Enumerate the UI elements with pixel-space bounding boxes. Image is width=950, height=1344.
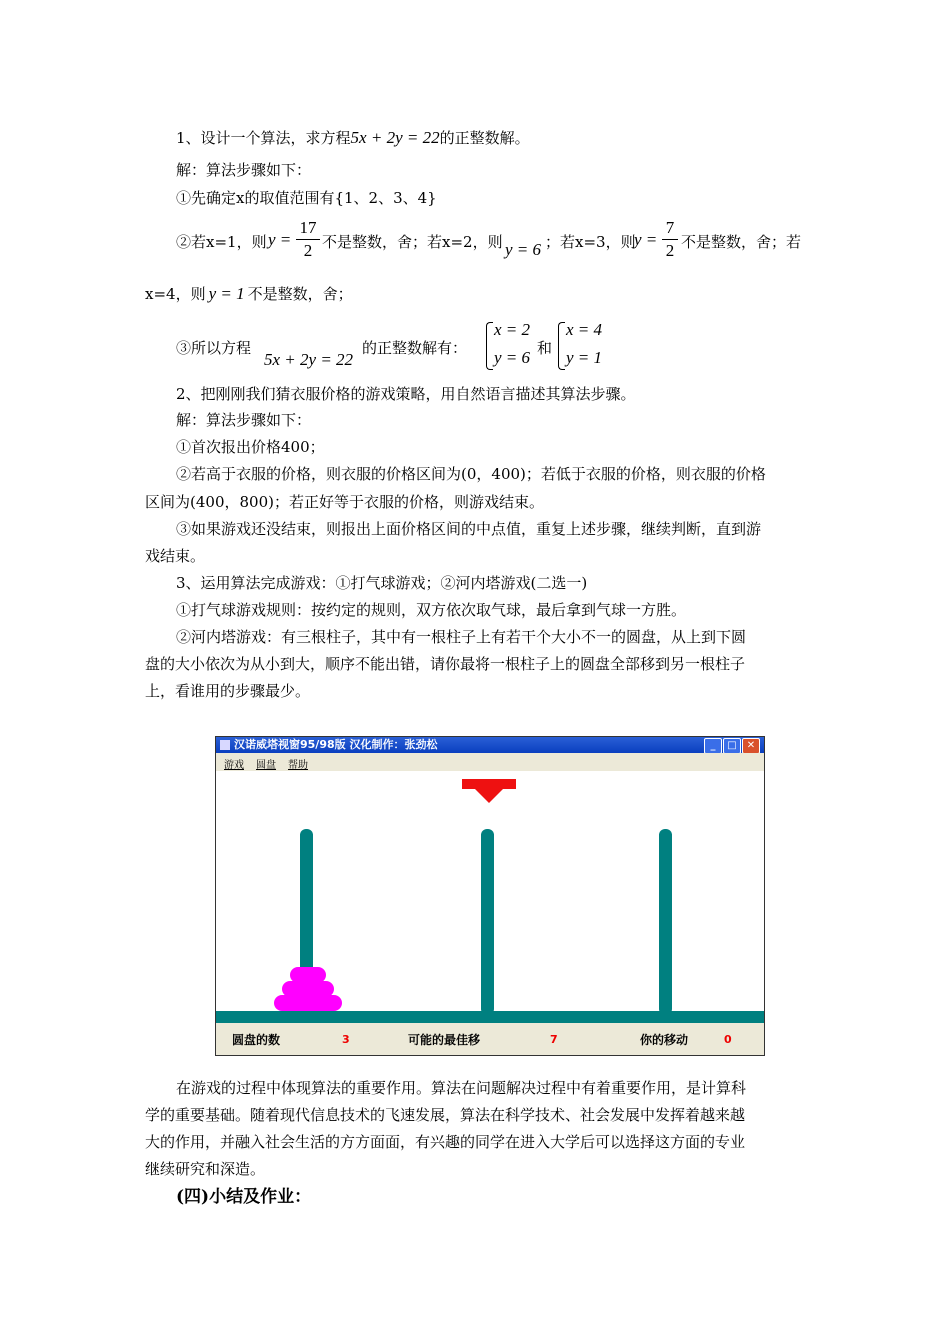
solution2-brace	[558, 322, 565, 370]
q2-step2-l1: ②若高于衣服的价格，则衣服的价格区间为(0，400)；若低于衣服的价格，则衣服的价格	[176, 465, 766, 483]
q1-solution-label: 解：算法步骤如下：	[176, 161, 312, 179]
q1-step3b: 的正整数解有：	[362, 339, 468, 357]
q1-sol2-y: y = 1	[566, 348, 603, 367]
menu-game[interactable]: 游戏	[224, 760, 244, 771]
q1-step2-cont	[145, 284, 353, 304]
q1-y6: y = 6	[505, 240, 542, 259]
q1-frac1	[296, 218, 320, 261]
q1-y1: y = 1	[208, 284, 245, 303]
minimize-icon[interactable]: _	[704, 738, 722, 754]
q1-step2c: ；若x=3，则	[545, 233, 636, 251]
hanoi-window	[215, 736, 765, 1056]
section-heading: (四)小结及作业：	[176, 1187, 312, 1207]
q1-y-eq: y =	[268, 230, 292, 249]
q1-intro-line	[176, 128, 530, 148]
q3-rule2-l2: 盘的大小依次为从小到大，顺序不能出错，请你最将一根柱子上的圆盘全部移到另一根柱子	[145, 655, 746, 673]
q1-sol1-x: x = 2	[494, 320, 531, 339]
q1-step2f: 不是整数，舍；	[247, 285, 353, 303]
q1-frac1-den: 2	[303, 241, 313, 260]
maximize-icon[interactable]: □	[723, 738, 741, 754]
solution1-brace	[486, 322, 493, 370]
closing-p-l4: 继续研究和深造。	[145, 1160, 266, 1178]
q1-step3a: ③所以方程	[176, 339, 252, 357]
closing-p-l2: 学的重要基础。随着现代信息技术的飞速发展，算法在科学技术、社会发展中发挥着越来越	[145, 1106, 746, 1124]
peg-2[interactable]	[481, 829, 494, 1015]
q2-step3-l2: 戏结束。	[145, 547, 206, 565]
disk-count-label: 圆盘的数	[232, 1033, 281, 1047]
peg-3[interactable]	[659, 829, 672, 1015]
q3-rule2-l3: 上，看谁用的步骤最少。	[145, 682, 311, 700]
q1-step2a: ②若x=1，则	[176, 233, 267, 251]
q2-step2-l2: 区间为(400，800)；若正好等于衣服的价格，则游戏结束。	[145, 493, 544, 511]
board-base	[216, 1011, 764, 1023]
status-bar	[216, 1023, 764, 1055]
q1-intro-end: 的正整数解。	[439, 129, 530, 147]
q1-intro: 1、设计一个算法，求方程	[176, 129, 351, 147]
best-moves-value: 7	[550, 1033, 558, 1046]
menu-disks[interactable]: 圆盘	[256, 760, 276, 771]
menu-bar	[216, 753, 764, 771]
your-moves-label: 你的移动	[640, 1033, 689, 1047]
q1-equation: 5x + 2y = 22	[350, 128, 440, 147]
q1-step3-eq: 5x + 2y = 22	[264, 350, 354, 369]
close-icon[interactable]: ✕	[742, 738, 760, 754]
q1-step2b: 不是整数，舍；若x=2，则	[322, 233, 503, 251]
q2-title: 2、把刚刚我们猜衣服价格的游戏策略，用自然语言描述其算法步骤。	[176, 385, 636, 403]
q1-and: 和	[537, 339, 553, 357]
q1-sol1-y: y = 6	[494, 348, 531, 367]
q1-y-eq2: y =	[634, 230, 658, 249]
q1-step2d: 不是整数，舍；若	[681, 233, 802, 251]
q1-frac2	[662, 218, 678, 261]
q1-step2e: x=4，则	[145, 285, 206, 303]
q2-solution-label: 解：算法步骤如下：	[176, 411, 312, 429]
disk-count-value: 3	[342, 1033, 350, 1046]
q3-title: 3、运用算法完成游戏：①打气球游戏；②河内塔游戏(二选一)	[176, 574, 588, 592]
disk-medium[interactable]	[282, 981, 334, 997]
closing-p-l3: 大的作用，并融入社会生活的方方面面，有兴趣的同学在进入大学后可以选择这方面的专业	[145, 1133, 746, 1151]
menu-help[interactable]: 帮助	[288, 760, 308, 771]
selection-arrow-icon	[462, 779, 516, 803]
disk-small[interactable]	[290, 967, 326, 983]
q1-frac2-num: 7	[665, 218, 675, 237]
q2-step3-l1: ③如果游戏还没结束，则报出上面价格区间的中点值，重复上述步骤，继续判断，直到游	[176, 520, 762, 538]
your-moves-value: 0	[724, 1033, 732, 1046]
q1-sol2-x: x = 4	[566, 320, 603, 339]
q3-rule2-l1: ②河内塔游戏：有三根柱子，其中有一根柱子上有若干个大小不一的圆盘，从上到下圆	[176, 628, 747, 646]
q2-step1: ①首次报出价格400；	[176, 438, 325, 456]
window-title: 汉诺威塔视窗95/98版 汉化制作：张劲松	[234, 738, 438, 751]
hanoi-board	[216, 771, 764, 1023]
closing-p-l1: 在游戏的过程中体现算法的重要作用。算法在问题解决过程中有着重要作用，是计算科	[176, 1079, 747, 1097]
window-titlebar[interactable]	[216, 737, 764, 753]
best-moves-label: 可能的最佳移	[408, 1033, 481, 1047]
app-icon	[220, 740, 230, 750]
disk-large[interactable]	[274, 995, 342, 1011]
q1-frac1-num: 17	[299, 218, 317, 237]
q1-frac2-den: 2	[665, 241, 675, 260]
game-canvas[interactable]	[216, 771, 764, 1023]
q3-rule1: ①打气球游戏规则：按约定的规则，双方依次取气球，最后拿到气球一方胜。	[176, 601, 687, 619]
q1-step1: ①先确定x的取值范围有{1、2、3、4}	[176, 189, 437, 207]
